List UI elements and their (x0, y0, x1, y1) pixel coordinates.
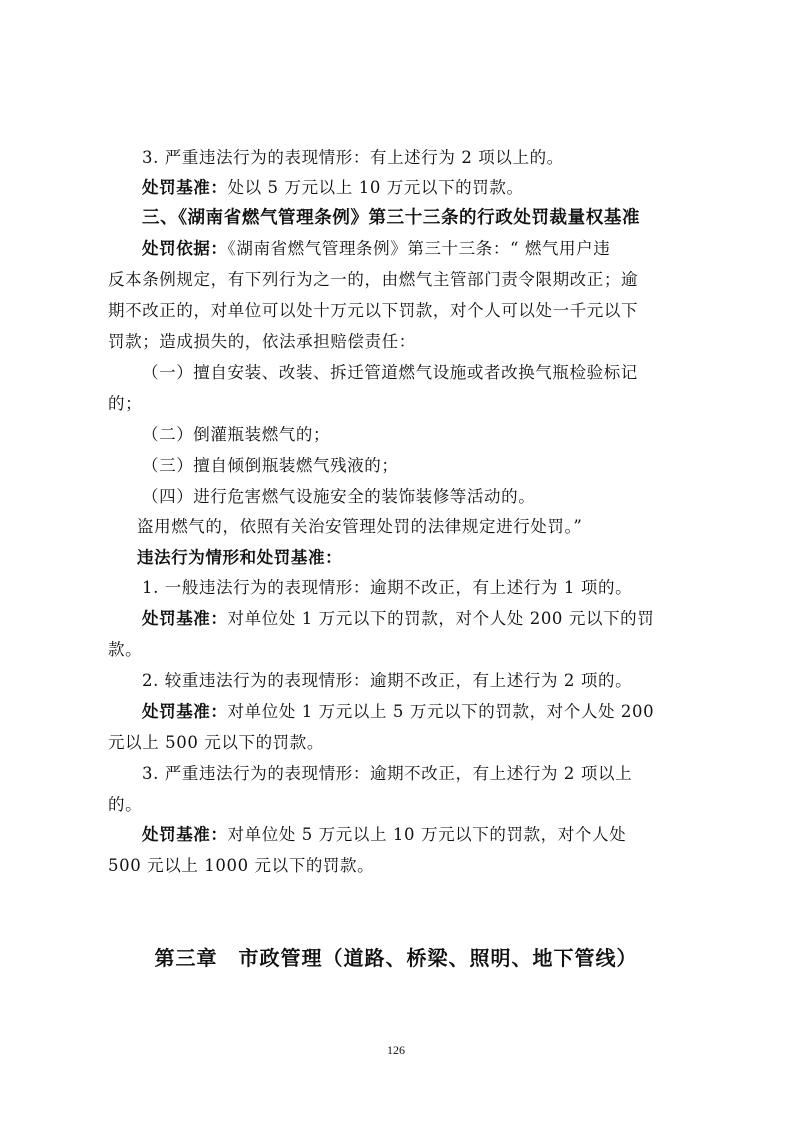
chapter-title: 第三章 市政管理（道路、桥梁、照明、地下管线） (154, 946, 638, 970)
prev-penalty-basis (142, 176, 524, 200)
legal-basis-line-2: 反本条例规定，有下列行为之一的，由燃气主管部门责令限期改正；逾 (108, 270, 639, 289)
page-number: 126 (387, 1043, 405, 1057)
penalty-basis-label: 处罚基准： (142, 178, 228, 197)
section-heading: 三、《湖南省燃气管理条例》第三十三条的行政处罚裁量权基准 (142, 208, 641, 228)
penalty-basis-label: 处罚基准： (142, 825, 228, 844)
prev-severe-item: 3. 严重违法行为的表现情形：有上述行为 2 项以上的。 (142, 148, 564, 167)
penalty-basis-label: 处罚基准： (142, 609, 228, 628)
clause-4: （四）进行危害燃气设施安全的装饰装修等活动的。 (142, 487, 536, 506)
penalty-basis-2-line-2: 元以上 500 元以下的罚款。 (108, 733, 324, 752)
penalty-basis-label: 处罚基准： (142, 702, 228, 721)
clause-1-line-1: （一）擅自安装、改装、拆迁管道燃气设施或者改换气瓶检验标记 (142, 363, 638, 382)
penalty-basis-1-line-2: 款。 (108, 640, 143, 659)
severe-violation-line-2: 的。 (108, 795, 143, 814)
legal-basis-line-4: 罚款；造成损失的，依法承担赔偿责任： (108, 332, 416, 351)
penalty-basis-text: 对单位处 1 万元以上 5 万元以下的罚款，对个人处 200 (227, 702, 655, 721)
clause-2: （二）倒灌瓶装燃气的； (142, 425, 331, 444)
penalty-basis-2-line-1 (142, 700, 654, 724)
penalty-basis-text: 处以 5 万元以上 10 万元以下的罚款。 (227, 178, 524, 197)
clause-1-line-2: 的； (108, 394, 143, 413)
serious-violation: 2. 较重违法行为的表现情形：逾期不改正，有上述行为 2 项的。 (142, 671, 633, 690)
clause-3: （三）擅自倾倒瓶装燃气残液的； (142, 456, 399, 475)
penalty-basis-text: 对单位处 1 万元以下的罚款，对个人处 200 元以下的罚 (227, 609, 655, 628)
legal-basis-line-3: 期不改正的，对单位可以处十万元以下罚款，对个人可以处一千元以下 (108, 301, 639, 320)
legal-basis-label: 处罚依据： (142, 239, 228, 258)
penalty-basis-1-line-1 (142, 607, 654, 631)
general-violation: 1. 一般违法行为的表现情形：逾期不改正，有上述行为 1 项的。 (142, 578, 633, 597)
severe-violation-line-1: 3. 严重违法行为的表现情形：逾期不改正，有上述行为 2 项以上 (142, 764, 633, 783)
gas-theft-clause: 盗用燃气的，依照有关治安管理处罚的法律规定进行处罚。” (137, 517, 583, 536)
penalty-basis-3-line-1 (142, 823, 626, 847)
penalty-basis-text: 对单位处 5 万元以上 10 万元以下的罚款，对个人处 (227, 825, 627, 844)
legal-basis-line-1 (142, 237, 610, 261)
penalty-basis-3-line-2: 500 元以上 1000 元以下的罚款。 (108, 856, 375, 875)
criteria-heading: 违法行为情形和处罚基准： (137, 548, 343, 567)
legal-basis-text: 《湖南省燃气管理条例》第三十三条：“ 燃气用户违 (227, 239, 611, 258)
